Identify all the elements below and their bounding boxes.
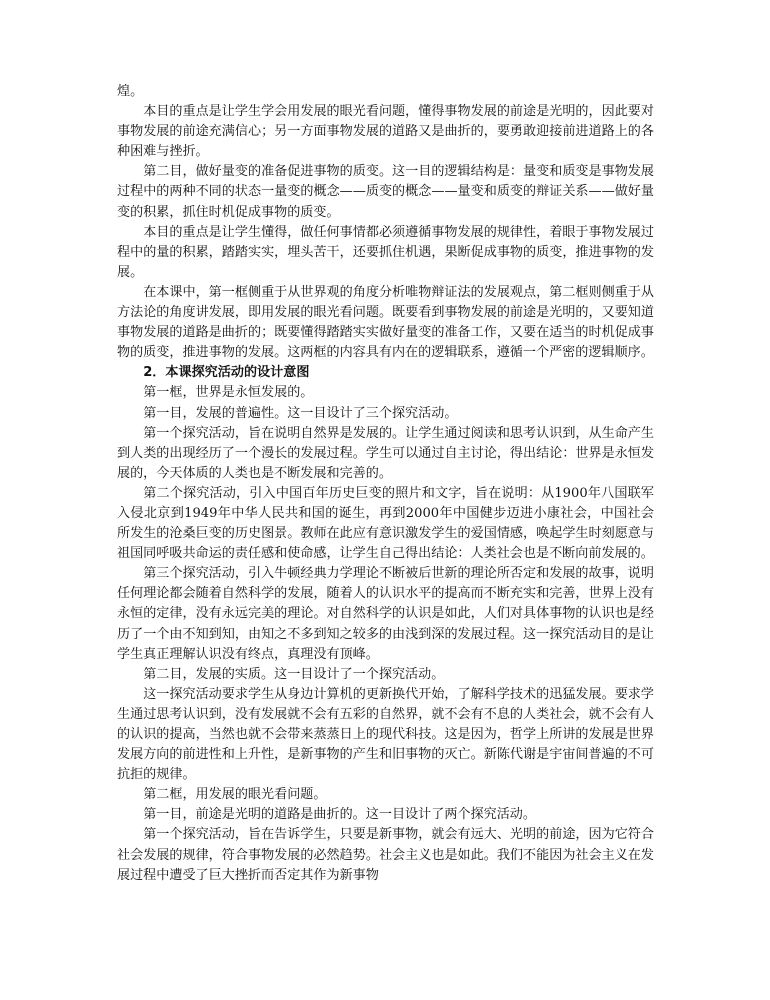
- paragraph: 第一框，世界是永恒发展的。: [143, 385, 314, 401]
- document-body: [117, 82, 654, 886]
- paragraph: 第二目，做好量变的准备促进事物的质变。这一目的逻辑结构是：量变和质变是事物发展过程中的两种不同的状态一量变的概念——质变的概念——量变和质变的辩证关系——做好量变的积累，抓住时机促成事物的质变。: [117, 164, 654, 220]
- paragraph: 第二框，用发展的眼光看问题。: [143, 787, 327, 803]
- paragraph: 第三个探究活动，引入牛顿经典力学理论不断被后世新的理论所否定和发展的故事，说明任何理论都会随着自然科学的发展，随着人的认识水平的提高而不断充实和完善，世界上没有永恒的定律，没有永远完美的理论。对自然科学的认识是如此，人们对具体事物的认识也是经历了一个由不知到知，由知之不多到知之较多的由浅到深的发展过程。这一探究活动目的是让学生真正理解认识没有终点，真理没有顶峰。: [117, 566, 654, 662]
- paragraph: 本目的重点是让学生懂得，做任何事情都必须遵循事物发展的规律性，着眼于事物发展过程中的量的积累，踏踏实实，埋头苦干，还要抓住机遇，果断促成事物的质变，推进事物的发展。: [117, 224, 654, 280]
- paragraph: 在本课中，第一框侧重于从世界观的角度分析唯物辩证法的发展观点，第二框则侧重于从方法论的角度讲发展，即用发展的眼光看问题。既要看到事物发展的前途是光明的，又要知道事物发展的道路是曲折的；既要懂得踏踏实实做好量变的准备工作，又要在适当的时机促成事物的质变，推进事物的发展。这两框的内容具有内在的逻辑联系，遵循一个严密的逻辑顺序。: [117, 284, 654, 361]
- paragraph: 第一个探究活动，旨在说明自然界是发展的。让学生通过阅读和思考认识到，从生命产生到人类的出现经历了一个漫长的发展过程。学生可以通过自主讨论，得出结论：世界是永恒发展的，今天体质的人类也是不断发展和完善的。: [117, 425, 654, 481]
- paragraph: 第一个探究活动，旨在告诉学生，只要是新事物，就会有远大、光明的前途，因为它符合社会发展的规律，符合事物发展的必然趋势。社会主义也是如此。我们不能因为社会主义在发展过程中遭受了巨大挫折而否定其作为新事物: [117, 827, 654, 883]
- paragraph: 第二目，发展的实质。这一目设计了一个探究活动。: [143, 666, 445, 682]
- paragraph: 第一目，前途是光明的道路是曲折的。这一目设计了两个探究活动。: [143, 807, 536, 823]
- section-heading: 2．本课探究活动的设计意图: [143, 365, 310, 381]
- paragraph: 本目的重点是让学生学会用发展的眼光看问题，懂得事物发展的前途是光明的，因此要对事物发展的前途充满信心；另一方面事物发展的道路又是曲折的，要勇敢迎接前进道路上的各种困难与挫折。: [117, 104, 654, 160]
- paragraph: 第二个探究活动，引入中国百年历史巨变的照片和文字，旨在说明：从1900年八国联军入侵北京到1949年中华人民共和国的诞生，再到2000年中国健步迈进小康社会，中国社会所发生的沧桑巨变的历史图景。教师在此应有意识激发学生的爱国情感，唤起学生时刻愿意与祖国同呼吸共命运的责任感和使命感，让学生自己得出结论：人类社会也是不断向前发展的。: [117, 485, 654, 562]
- paragraph: 煌。: [117, 84, 144, 99]
- paragraph: 这一探究活动要求学生从身边计算机的更新换代开始，了解科学技术的迅猛发展。要求学生通过思考认识到，没有发展就不会有五彩的自然界，就不会有不息的人类社会，就不会有人的认识的提高，当然也就不会带来蒸蒸日上的现代科技。这是因为，哲学上所讲的发展是世界发展方向的前进性和上升性，是新事物的产生和旧事物的灭亡。新陈代谢是宇宙间普遍的不可抗拒的规律。: [117, 686, 654, 783]
- paragraph: 第一目，发展的普遍性。这一目设计了三个探究活动。: [143, 405, 458, 421]
